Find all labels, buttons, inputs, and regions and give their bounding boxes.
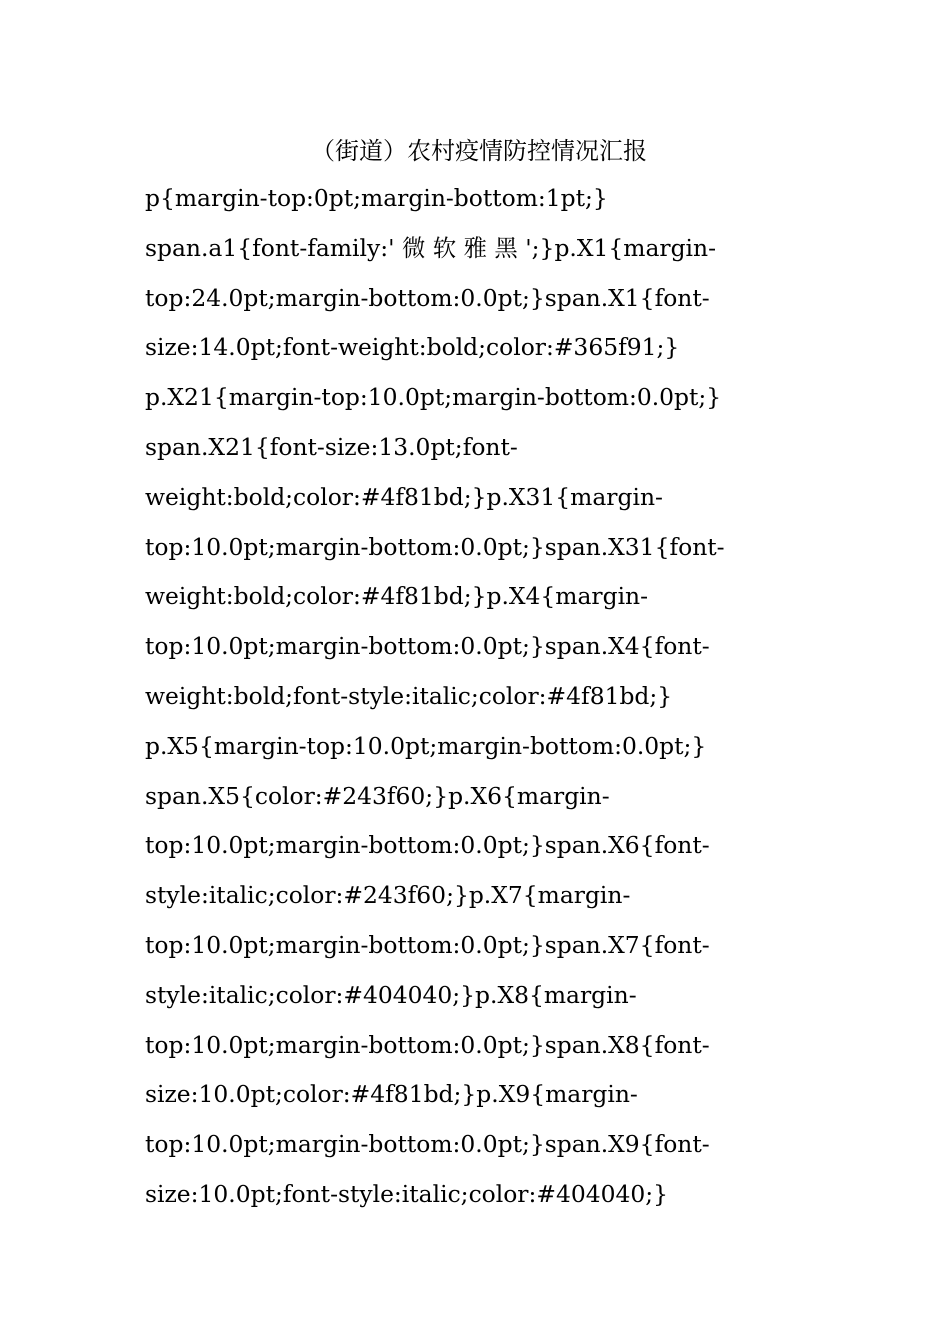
body-line: size:14.0pt;font-weight:bold;color:#365f91;} <box>145 333 680 362</box>
body-line: size:10.0pt;font-style:italic;color:#404040;} <box>145 1179 669 1208</box>
body-line: p.X21{margin-top:10.0pt;margin-bottom:0.0pt;} <box>145 383 722 412</box>
body-line: weight:bold;font-style:italic;color:#4f81bd;} <box>145 681 673 710</box>
document-title: （街道）农村疫情防控情况汇报 <box>311 137 647 165</box>
body-line: top:10.0pt;margin-bottom:0.0pt;}span.X4{font- <box>145 632 710 661</box>
body-line: top:10.0pt;margin-bottom:0.0pt;}span.X9{font- <box>145 1130 710 1159</box>
body-line: span.a1{font-family:' 微 软 雅 黑 ';}p.X1{margin- <box>145 233 716 262</box>
body-line: p{margin-top:0pt;margin-bottom:1pt;} <box>145 184 608 212</box>
body-line: weight:bold;color:#4f81bd;}p.X31{margin- <box>145 482 663 511</box>
body-line: top:10.0pt;margin-bottom:0.0pt;}span.X6{font- <box>145 831 710 860</box>
body-line: top:10.0pt;margin-bottom:0.0pt;}span.X7{font- <box>145 930 710 959</box>
body-line: style:italic;color:#404040;}p.X8{margin- <box>145 980 637 1009</box>
document-body <box>145 174 825 1220</box>
body-line: span.X5{color:#243f60;}p.X6{margin- <box>145 781 610 810</box>
body-line: top:10.0pt;margin-bottom:0.0pt;}span.X31{font- <box>145 532 725 561</box>
body-line: size:10.0pt;color:#4f81bd;}p.X9{margin- <box>145 1080 638 1109</box>
body-line: top:24.0pt;margin-bottom:0.0pt;}span.X1{font- <box>145 283 710 312</box>
body-line: top:10.0pt;margin-bottom:0.0pt;}span.X8{font- <box>145 1030 710 1059</box>
body-line: style:italic;color:#243f60;}p.X7{margin- <box>145 881 631 910</box>
body-line: span.X21{font-size:13.0pt;font- <box>145 432 518 461</box>
body-line: weight:bold;color:#4f81bd;}p.X4{margin- <box>145 582 649 611</box>
body-line: p.X5{margin-top:10.0pt;margin-bottom:0.0pt;} <box>145 731 707 760</box>
